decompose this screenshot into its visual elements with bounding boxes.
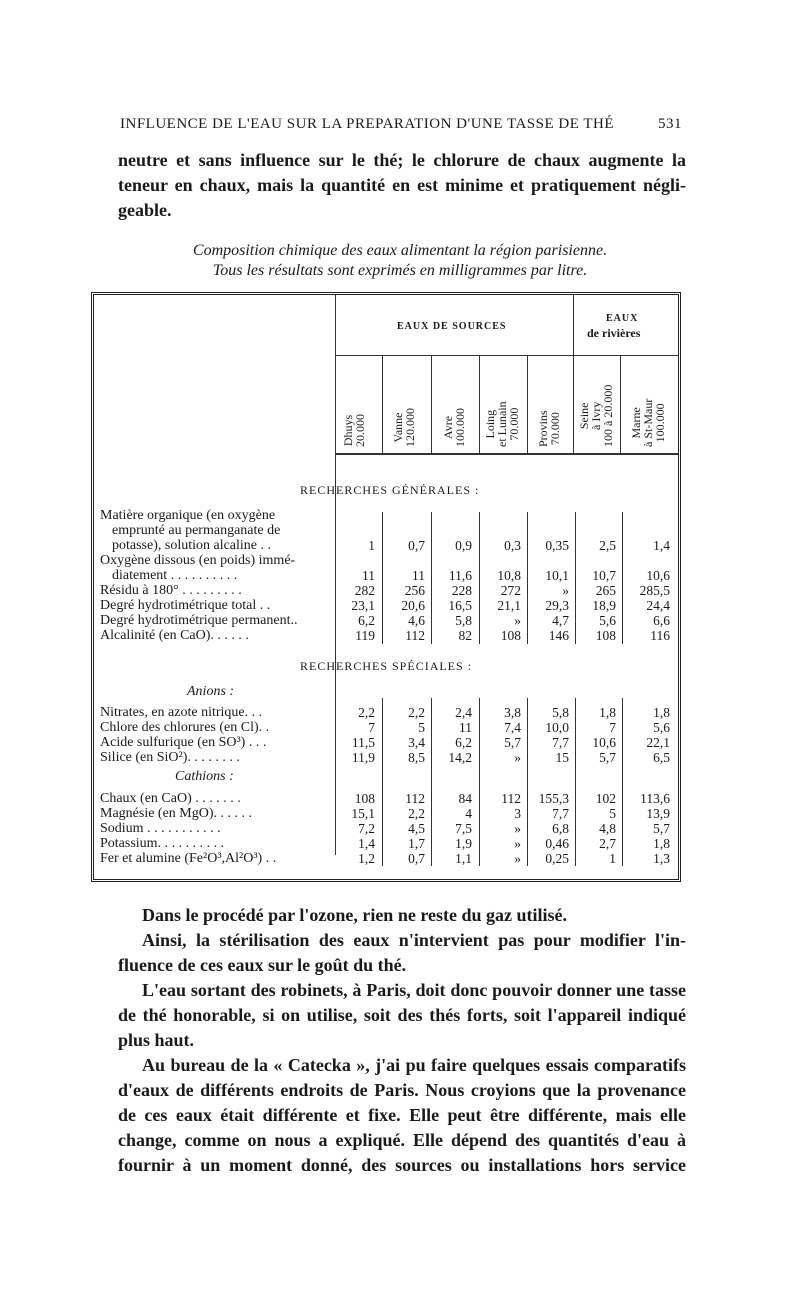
table-cell: 5,8 xyxy=(455,613,472,628)
row-label-permanent-hardness: Degré hydrotimétrique permanent.. xyxy=(100,613,298,628)
table-cell: 1,3 xyxy=(653,851,670,866)
table-cell: 1,1 xyxy=(455,851,472,866)
table-cell: » xyxy=(514,851,521,866)
table-cell: 1,7 xyxy=(408,836,425,851)
table-cell: 0,3 xyxy=(504,538,521,553)
row-label-magnesia: Magnésie (en MgO). . . . . . xyxy=(100,806,253,821)
column-header-vanne: Vanne 120.000 xyxy=(391,408,417,447)
table-cell: 1,8 xyxy=(653,836,670,851)
table-cell: 3,4 xyxy=(408,735,425,750)
table-cell: 84 xyxy=(458,791,472,806)
text-line: fluence de ces eaux sur le goût du thé. xyxy=(118,955,407,975)
text-line: teneur en chaux, mais la quantité en est minime et pratiquement négli- xyxy=(118,175,686,195)
text-line: Ainsi, la stérilisation des eaux n'intervient pas pour modifier l'in- xyxy=(142,930,686,950)
table-cell: » xyxy=(514,836,521,851)
table-cell: 155,3 xyxy=(538,791,569,806)
table-cell: 7,5 xyxy=(455,821,472,836)
row-label-silica: Silice (en SiO²). . . . . . . . xyxy=(100,750,240,765)
row-label-potassium: Potassium. . . . . . . . . . xyxy=(100,836,225,851)
caption-line: Composition chimique des eaux alimentant la région parisienne. xyxy=(192,242,608,259)
section-special-heading: RECHERCHES SPÉCIALES : xyxy=(300,659,473,673)
table-cell: 29,3 xyxy=(545,598,569,613)
table-cell: 3 xyxy=(514,806,521,821)
table-rule xyxy=(431,355,432,455)
table-rule xyxy=(479,355,480,455)
table-cell: 102 xyxy=(595,791,616,806)
table-cell: 4 xyxy=(465,806,472,821)
table-cell: 1,4 xyxy=(653,538,670,553)
table-cell: 5 xyxy=(609,806,616,821)
table-cell: 10,6 xyxy=(592,735,616,750)
table-cell: 22,1 xyxy=(646,735,670,750)
table-cell: 11 xyxy=(412,568,425,583)
table-cell: 13,9 xyxy=(646,806,670,821)
table-cell: 10,0 xyxy=(545,720,569,735)
table-cell: 8,5 xyxy=(408,750,425,765)
table-rule xyxy=(335,453,678,455)
table-cell: 82 xyxy=(458,628,472,643)
table-cell: » xyxy=(514,750,521,765)
row-label-sulfuric-acid: Acide sulfurique (en SO³) . . . xyxy=(100,735,267,750)
table-cell: 6,2 xyxy=(455,735,472,750)
table-cell: 285,5 xyxy=(639,583,670,598)
row-label-sodium: Sodium . . . . . . . . . . . xyxy=(100,821,221,836)
text-line: de ces eaux était différente et fixe. Elle peut être différente, mais elle xyxy=(118,1105,686,1125)
column-header-provins: Provins 70.000 xyxy=(536,410,562,447)
table-cell: 119 xyxy=(355,628,375,643)
table-cell: 11 xyxy=(362,568,375,583)
table-rule xyxy=(622,512,623,644)
column-header-avre: Avre 100.000 xyxy=(441,408,467,447)
table-cell: 5 xyxy=(418,720,425,735)
table-cell: 10,6 xyxy=(646,568,670,583)
table-cell: 112 xyxy=(501,791,521,806)
table-cell: 146 xyxy=(548,628,569,643)
column-header-seine: Seine à Ivry 100 à 20.000 xyxy=(577,384,615,447)
table-cell: 7,7 xyxy=(552,735,569,750)
table-cell: 0,7 xyxy=(408,538,425,553)
intro-paragraph xyxy=(118,148,686,223)
text-line: fournir à un moment donné, des sources ou installations hors service xyxy=(118,1155,686,1175)
anions-heading: Anions : xyxy=(187,684,235,699)
table-cell: 5,7 xyxy=(599,750,616,765)
running-title: INFLUENCE DE L'EAU SUR LA PREPARATION D'UNE TASSE DE THÉ xyxy=(120,116,615,132)
table-cell: 15 xyxy=(555,750,569,765)
table-cell: 11,6 xyxy=(448,568,472,583)
table-cell: 7 xyxy=(368,720,375,735)
table-cell: 0,35 xyxy=(545,538,569,553)
page-number: 531 xyxy=(658,116,682,132)
table-cell: 0,7 xyxy=(408,851,425,866)
table-cell: 2,2 xyxy=(408,705,425,720)
row-label-dissolved-oxygen: Oxygène dissous (en poids) immé- diatement . . . . . . . . . . xyxy=(100,553,296,583)
table-cell: 5,7 xyxy=(653,821,670,836)
column-header-dhuys: Dhuys 20.000 xyxy=(341,414,367,447)
row-label-lime: Chaux (en CaO) . . . . . . . xyxy=(100,791,241,806)
table-cell: 3,8 xyxy=(504,705,521,720)
table-cell: 6,8 xyxy=(552,821,569,836)
table-cell: 10,1 xyxy=(545,568,569,583)
table-cell: 6,6 xyxy=(653,613,670,628)
table-cell: 5,8 xyxy=(552,705,569,720)
table-cell: 1,9 xyxy=(455,836,472,851)
table-cell: 256 xyxy=(404,583,425,598)
text-line: neutre et sans influence sur le thé; le chlorure de chaux augmente la xyxy=(118,150,686,170)
table-cell: 7,7 xyxy=(552,806,569,821)
table-cell: 10,8 xyxy=(497,568,521,583)
table-cell: 2,2 xyxy=(408,806,425,821)
table-rule xyxy=(622,698,623,866)
table-cell: 265 xyxy=(595,583,616,598)
text-line: de thé honorable, si on utilise, soit des thés forts, soit l'appareil indiqué xyxy=(118,1005,686,1025)
table-cell: 11 xyxy=(459,720,472,735)
table-rule xyxy=(335,355,678,356)
group-header-rivers-1: EAUX xyxy=(606,313,639,324)
table-rule xyxy=(620,355,621,455)
table-cell: 116 xyxy=(650,628,670,643)
table-cell: 4,7 xyxy=(552,613,569,628)
table-cell: 5,6 xyxy=(653,720,670,735)
column-header-loing: Loing et Lunain 70.000 xyxy=(483,401,521,447)
table-cell: 16,5 xyxy=(448,598,472,613)
table-cell: 108 xyxy=(500,628,521,643)
table-cell: 4,8 xyxy=(599,821,616,836)
text-line: Au bureau de la « Catecka », j'ai pu faire quelques essais comparatifs xyxy=(142,1055,686,1075)
table-cell: 228 xyxy=(451,583,472,598)
table-cell: 20,6 xyxy=(401,598,425,613)
table-cell: 112 xyxy=(405,628,425,643)
table-rule xyxy=(573,295,574,455)
text-line: change, comme on nous a expliqué. Elle dépend des quantités d'eau à xyxy=(118,1130,686,1150)
table-cell: 5,7 xyxy=(504,735,521,750)
table-cell: 0,9 xyxy=(455,538,472,553)
column-header-marne: Marne à St-Maur 100.000 xyxy=(629,398,667,447)
table-cell: 21,1 xyxy=(497,598,521,613)
table-cell: 6,2 xyxy=(358,613,375,628)
table-cell: 2,5 xyxy=(599,538,616,553)
closing-paragraphs xyxy=(118,903,686,1178)
row-label-residue: Résidu à 180° . . . . . . . . . xyxy=(100,583,242,598)
table-cell: 7,4 xyxy=(504,720,521,735)
text-line: geable. xyxy=(118,200,172,220)
table-cell: 15,1 xyxy=(351,806,375,821)
row-label-alkalinity: Alcalinité (en CaO). . . . . . xyxy=(100,628,249,643)
table-cell: 272 xyxy=(500,583,521,598)
table-caption xyxy=(120,241,680,281)
table-cell: 23,1 xyxy=(351,598,375,613)
row-label-nitrates: Nitrates, en azote nitrique. . . xyxy=(100,705,263,720)
table-cell: » xyxy=(514,613,521,628)
row-label-organic-matter: Matière organique (en oxygène emprunté au permanganate de potasse), solution alcaline . . xyxy=(100,508,281,553)
row-label-chlorides: Chlore des chlorures (en Cl). . xyxy=(100,720,270,735)
table-cell: 4,6 xyxy=(408,613,425,628)
table-cell: 24,4 xyxy=(646,598,670,613)
text-line: d'eaux de différents endroits de Paris. Nous croyions que la provenance xyxy=(118,1080,686,1100)
table-cell: 2,4 xyxy=(455,705,472,720)
table-cell: 11,9 xyxy=(351,750,375,765)
text-line: L'eau sortant des robinets, à Paris, doit donc pouvoir donner une tasse xyxy=(142,980,686,1000)
text-line: plus haut. xyxy=(118,1030,195,1050)
group-header-rivers-2: de rivières xyxy=(587,326,641,340)
table-rule xyxy=(527,355,528,455)
table-cell: 113,6 xyxy=(640,791,670,806)
table-cell: 0,25 xyxy=(545,851,569,866)
text-line: Dans le procédé par l'ozone, rien ne reste du gaz utilisé. xyxy=(142,905,567,925)
caption-line: Tous les résultats sont exprimés en milligrammes par litre. xyxy=(212,262,588,279)
table-cell: 18,9 xyxy=(592,598,616,613)
cations-heading: Cathions : xyxy=(175,769,234,784)
table-cell: 14,2 xyxy=(448,750,472,765)
row-label-total-hardness: Degré hydrotimétrique total . . xyxy=(100,598,271,613)
table-cell: 2,7 xyxy=(599,836,616,851)
table-cell: 1 xyxy=(368,538,375,553)
table-cell: 2,2 xyxy=(358,705,375,720)
table-cell: 1,8 xyxy=(653,705,670,720)
table-cell: 7,2 xyxy=(358,821,375,836)
running-header xyxy=(120,116,682,138)
table-cell: 4,5 xyxy=(408,821,425,836)
table-cell: 112 xyxy=(405,791,425,806)
table-cell: 10,7 xyxy=(592,568,616,583)
table-cell: 0,46 xyxy=(545,836,569,851)
table-cell: 108 xyxy=(354,791,375,806)
table-cell: 108 xyxy=(595,628,616,643)
table-cell: 7 xyxy=(609,720,616,735)
table-cell: 1,2 xyxy=(358,851,375,866)
table-cell: 1 xyxy=(609,851,616,866)
row-label-iron-alumina: Fer et alumine (Fe²O³,Al²O³) . . xyxy=(100,851,277,866)
table-cell: 1,8 xyxy=(599,705,616,720)
table-cell: 5,6 xyxy=(599,613,616,628)
table-rule xyxy=(382,355,383,455)
table-cell: » xyxy=(562,583,569,598)
table-cell: » xyxy=(514,821,521,836)
group-header-sources: EAUX DE SOURCES xyxy=(397,321,507,332)
table-cell: 282 xyxy=(354,583,375,598)
table-cell: 1,4 xyxy=(358,836,375,851)
table-cell: 6,5 xyxy=(653,750,670,765)
section-general-heading: RECHERCHES GÉNÉRALES : xyxy=(300,483,480,497)
table-cell: 11,5 xyxy=(351,735,375,750)
